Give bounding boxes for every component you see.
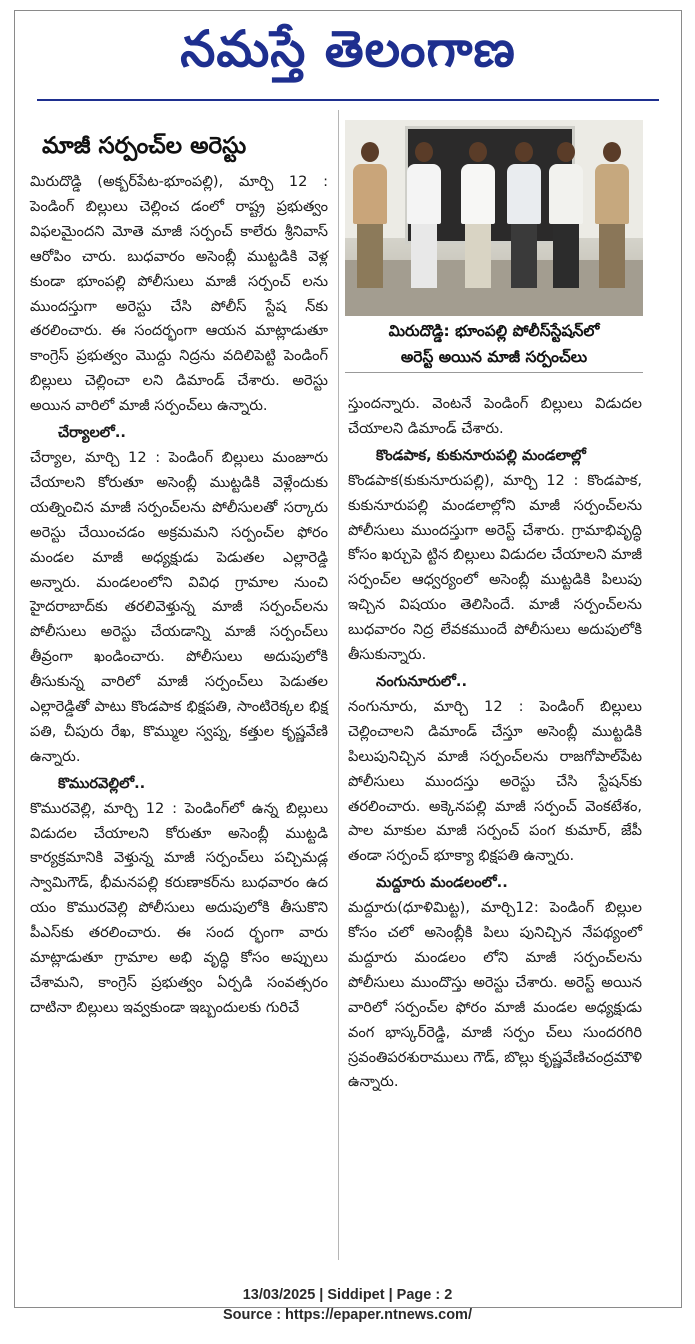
caption-rule [345, 372, 643, 373]
section-subhead: నంగునూరులో.. [376, 672, 468, 690]
footer-source: Source : https://epaper.ntnews.com/ [223, 1307, 472, 1323]
footer-date-edition: 13/03/2025 | Siddipet | Page : 2 [242, 1287, 453, 1303]
masthead-rule [37, 99, 659, 101]
section-subhead: చేర్యాలలో.. [58, 424, 126, 442]
caption-line-1: మిరుదొడ్డి: భూంపల్లి పోలీస్‌స్టేషన్‌లో [388, 322, 600, 340]
article-paragraph: మద్దూరు(ధూళిమిట్ట), మార్చి12: పెండింగ్ బిల్లుల కోసం చలో అసెంబ్లీకి పిలు పునిచ్చిన నేపథ్యంలో మద్దూరు మండలం లోని మాజీ సర్పంచ్‌లను పోలీసులు ముందొస్తు అరెస్టు చేశారు. అరెస్ట్ అయిన వారిలో సర్పంచ్‌ల ఫోరం మాజీ మండల అధ్యక్షుడు వంగ భాస్కర్‌రెడ్డి, మాజీ సర్పం చ్‌లు సుందరగిరి స్రవంతిపరశురాములు గౌడ్, బొల్లు కృష్ణవేణిచంద్రమౌళి ఉన్నారు. [348, 899, 642, 1091]
right-column [348, 392, 642, 1095]
column-divider [338, 110, 339, 1260]
masthead-title: నమస్తే తెలంగాణ [180, 19, 516, 78]
article-headline: మాజీ సర్పంచ్‌ల అరెస్టు [42, 133, 247, 159]
article-paragraph: కొండపాక(కుకునూరుపల్లి), మార్చి 12 : కొండపాక, కుకునూరుపల్లి మండలాల్లోని మాజీ సర్పంచ్‌లను పోలీసులు ముందస్తుగా అరెస్ట్ చేశారు. గ్రామాభివృద్ధి కోసం ఖర్చుపె ట్టిన బిల్లులు విడుదల చేయాలని మాజీ సర్పంచ్‌ల ఆధ్వర్యంలో అసెంబ్లీ ముట్టడికి పిలుపు ఇచ్చిన విషయం తెలిసిందే. మాజీ సర్పంచ్‌లను బుధవారం నిద్ర లేవకముందే పోలీసులు అదుపులోకి తీసుకున్నారు. [348, 471, 642, 664]
news-photo [345, 120, 643, 316]
article-paragraph: మిరుదొడ్డి (అక్బర్‌పేట-భూంపల్లి), మార్చి 12 : పెండింగ్ బిల్లులు చెల్లించ డంలో రాష్ట్ర ప్రభుత్వం విఫలమైందని మోతె మాజీ సర్పంచ్ కాలేరు శ్రీనివాస్ ఆరోపిం చారు. బుధవారం అసెంబ్లీ ముట్టడికి వెళ్ల కుండా భూంపల్లి పోలీసులు మాజీ సర్పంచ్ లను ముందస్తుగా అరెస్టు చేసి పోలీస్ స్టేష న్‌కు తరలించారు. ఈ సందర్భంగా ఆయన మాట్లాడుతూ కాంగ్రెస్ ప్రభుత్వం మొద్దు నిద్రను వదిలిపెట్టి పెండింగ్ బిల్లులు చెల్లించా లని డిమాండ్ చేశారు. అరెస్టు అయిన వారిలో మాజీ సర్పంచ్‌లు ఉన్నారు. [30, 173, 328, 415]
left-column [30, 170, 328, 1021]
person-figure [461, 142, 495, 288]
person-figure [595, 142, 629, 288]
section-subhead: కొండపాక, కుకునూరుపల్లి మండలాల్లో [376, 446, 586, 464]
person-figure [549, 142, 583, 288]
article-paragraph: నంగునూరు, మార్చి 12 : పెండింగ్ బిల్లులు చెల్లించాలని డిమాండ్ చేస్తూ అసెంబ్లీ ముట్టడికి పిలుపునిచ్చిన మాజీ సర్పంచ్‌లను రాజగోపాల్‌పేట పోలీసులు ముందస్తు అరెస్టు చేసి స్టేషన్‌కు తరలించారు. అక్కెనపల్లి మాజీ సర్పంచ్ వెంకటేశం, పాల మాకుల మాజీ సర్పంచ్ పంగ కుమార్, జేపీ తండా సర్పంచ్ భూక్యా భిక్షపతి ఉన్నారు. [348, 697, 642, 865]
article-paragraph: చేర్యాల, మార్చి 12 : పెండింగ్ బిల్లులు మంజూరు చేయాలని కోరుతూ అసెంబ్లీ ముట్టడికి వెళ్లేందుకు యత్నించిన మాజీ సర్పంచ్‌లను పోలీసులతో సర్కారు అరెస్టు చేయించడం అక్రమమని సర్పంచ్‌ల ఫోరం మండల మాజీ అధ్యక్షుడు పెడుతల ఎల్లారెడ్డి అన్నారు. మండలంలోని వివిధ గ్రామాల నుంచి హైదరాబాద్‌కు తరలివెళ్తున్న మాజీ సర్పంచ్‌లను పోలీసులు అరెస్టు చేయడాన్ని మాజీ సర్పంచ్‌లు తీవ్రంగా ఖండించారు. పోలీసులు అదుపులోకి తీసుకున్న వారిలో మాజీ సర్పంచ్‌లు పెడుతల ఎల్లారెడ్డితో పాటు కొండపాక భిక్షపతి, సాంటిరెక్కల భిక్ష పతి, చీపురు రేఖ, కొమ్ముల స్వప్న, కత్తుల కృష్ణవేణి ఉన్నారు. [30, 448, 328, 765]
person-figure [353, 142, 387, 288]
person-figure [507, 142, 541, 288]
photo-caption [345, 318, 643, 370]
article-paragraph: స్తుందన్నారు. వెంటనే పెండింగ్ బిల్లులు విడుదల చేయాలని డిమాండ్ చేశారు. [348, 395, 642, 437]
person-figure [407, 142, 441, 288]
section-subhead: కొమురవెల్లిలో.. [58, 774, 146, 792]
caption-line-2: అరెస్ట్ అయిన మాజీ సర్పంచ్‌లు [400, 348, 588, 366]
section-subhead: మద్దూరు మండలంలో.. [376, 874, 508, 892]
article-paragraph: కొమురవెల్లి, మార్చి 12 : పెండింగ్‌లో ఉన్న బిల్లులు విడుదల చేయాలని కోరుతూ అసెంబ్లీ ముట్టడి కార్యక్రమానికి వెళ్తున్న మాజీ సర్పంచ్‌లు పచ్చిమడ్ల స్వామిగౌడ్, భీమనపల్లి కరుణాకర్‌ను బుధవారం ఉద యం కొమురవెల్లి పోలీసులు అదుపులోకి తీసుకొని పీఎస్‌కు తరలించారు. ఈ సంద ర్భంగా వారు మాట్లాడుతూ గ్రామాల అభి వృద్ధి కోసం అప్పులు చేశామని, కాంగ్రెస్ ప్రభుత్వం ఏర్పడి సంవత్సరం దాటినా బిల్లులు ఇవ్వకుండా ఇబ్బందులకు గురిచే [30, 799, 328, 1016]
